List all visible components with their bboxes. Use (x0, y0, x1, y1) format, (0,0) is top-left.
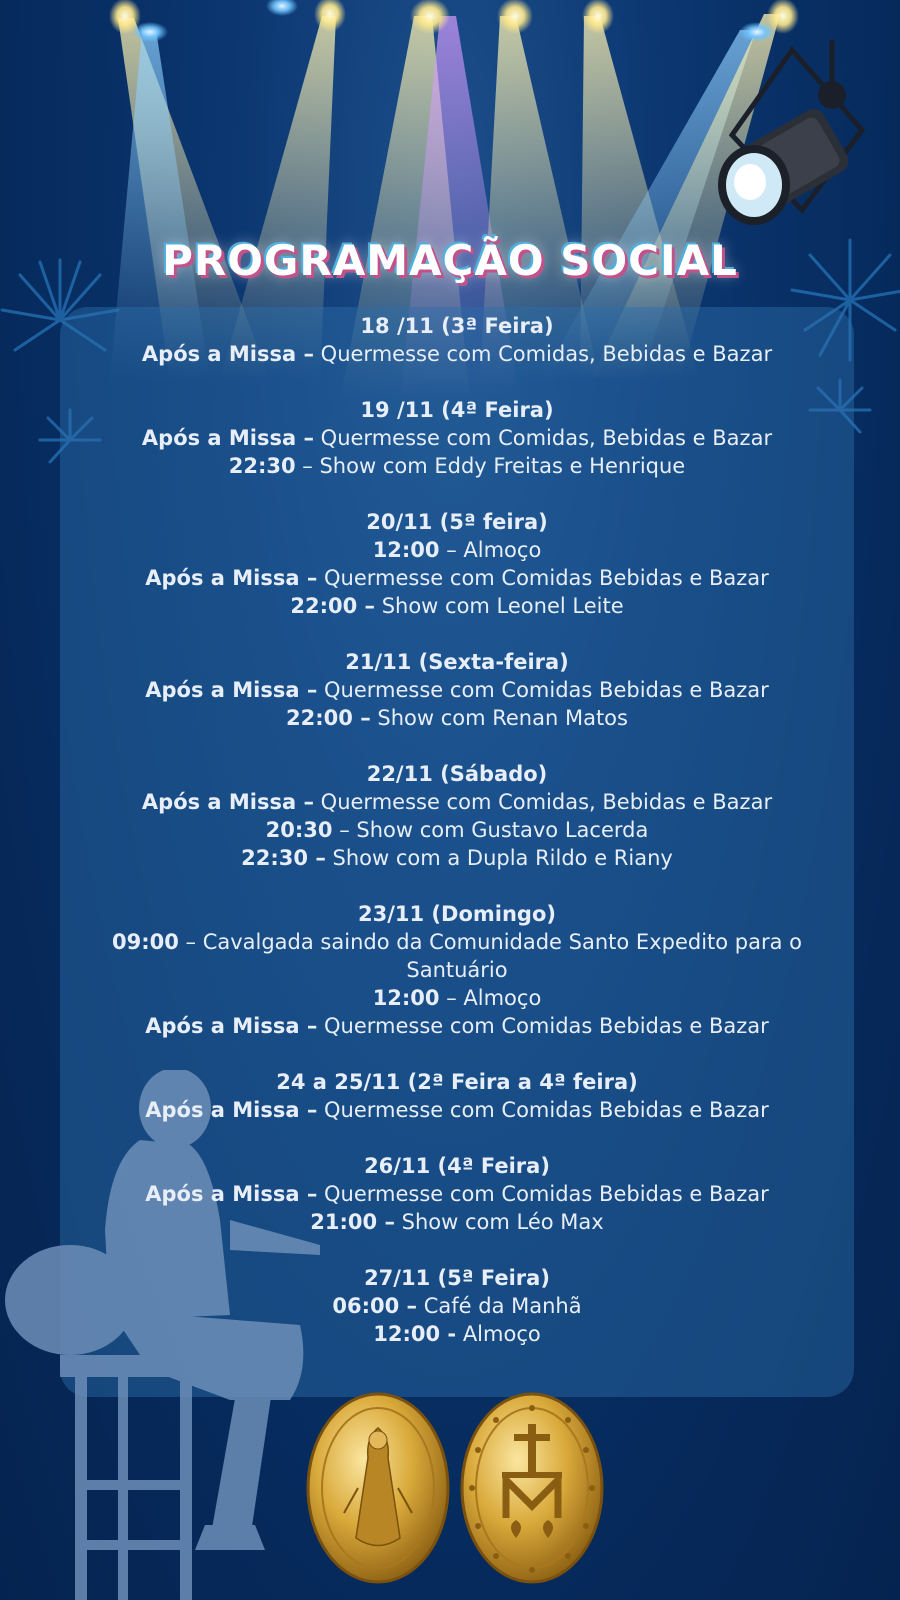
schedule-item-text: Quermesse com Comidas Bebidas e Bazar (317, 566, 769, 590)
schedule-item-text: – Almoço (439, 538, 542, 562)
schedule-item (72, 704, 842, 732)
schedule-item (72, 844, 842, 872)
schedule-item-text: – Show com Gustavo Lacerda (332, 818, 649, 842)
spotlight-icon (712, 40, 882, 240)
schedule-item (72, 1180, 842, 1208)
schedule-day-date: 27/11 (5ª Feira) (364, 1266, 550, 1290)
schedule-item-time: 22:30 (228, 454, 296, 478)
schedule-item-time: Após a Missa – (145, 1098, 318, 1122)
schedule-day (72, 508, 842, 620)
miraculous-medals (306, 1388, 606, 1588)
schedule-item (72, 1292, 842, 1320)
schedule-item (72, 1208, 842, 1236)
schedule-item-time: Após a Missa – (141, 342, 314, 366)
schedule-item-text: – Almoço (439, 986, 542, 1010)
schedule-item (72, 984, 842, 1012)
schedule-item-time: 22:30 – (241, 846, 326, 870)
schedule-item-time: 20:30 (265, 818, 333, 842)
schedule-day (72, 1264, 842, 1348)
schedule-day (72, 648, 842, 732)
schedule-item-text: – Show com Eddy Freitas e Henrique (295, 454, 686, 478)
schedule-item (72, 452, 842, 480)
schedule-item-text: Show com Léo Max (394, 1210, 604, 1234)
schedule-day (72, 900, 842, 1040)
schedule-day (72, 312, 842, 368)
schedule-item (72, 536, 842, 564)
schedule-item (72, 788, 842, 816)
schedule-item-time: 22:00 – (286, 706, 371, 730)
schedule-item (72, 1012, 842, 1040)
schedule-item (72, 1320, 842, 1348)
schedule-day-date: 24 a 25/11 (2ª Feira a 4ª feira) (276, 1070, 638, 1094)
schedule-item (72, 928, 842, 984)
schedule-item-text: Quermesse com Comidas Bebidas e Bazar (317, 1098, 769, 1122)
schedule-list (72, 312, 842, 1376)
schedule-day-date: 26/11 (4ª Feira) (364, 1154, 550, 1178)
schedule-day (72, 396, 842, 480)
schedule-item-time: Após a Missa – (141, 790, 314, 814)
schedule-item (72, 340, 842, 368)
miraculous-medal-front-icon (308, 1394, 448, 1582)
schedule-day (72, 1068, 842, 1124)
schedule-day-date: 21/11 (Sexta-feira) (345, 650, 569, 674)
schedule-item-text: Quermesse com Comidas, Bebidas e Bazar (314, 426, 773, 450)
schedule-item-time: Após a Missa – (141, 426, 314, 450)
schedule-item (72, 1096, 842, 1124)
schedule-item (72, 676, 842, 704)
schedule-item-time: 12:00 (372, 986, 440, 1010)
schedule-item-time: 22:00 – (290, 594, 376, 618)
page-title: PROGRAMAÇÃO SOCIAL (162, 236, 738, 285)
schedule-day (72, 1152, 842, 1236)
schedule-item-text: Café da Manhã (417, 1294, 582, 1318)
schedule-item-text: Almoço (456, 1322, 541, 1346)
schedule-item-text: Quermesse com Comidas Bebidas e Bazar (317, 1182, 769, 1206)
schedule-item-time: 12:00 (372, 538, 440, 562)
schedule-item-text: Quermesse com Comidas Bebidas e Bazar (317, 1014, 769, 1038)
schedule-item-time: Após a Missa – (145, 566, 318, 590)
schedule-day-date: 18 /11 (3ª Feira) (360, 314, 554, 338)
schedule-item-text: Quermesse com Comidas, Bebidas e Bazar (314, 790, 773, 814)
schedule-item-time: 21:00 – (310, 1210, 395, 1234)
schedule-item-time: 09:00 (111, 930, 179, 954)
miraculous-medal-back-icon (462, 1394, 602, 1582)
schedule-item-time: 12:00 - (373, 1322, 457, 1346)
schedule-item (72, 816, 842, 844)
schedule-day (72, 760, 842, 872)
schedule-item-time: Após a Missa – (145, 1014, 318, 1038)
schedule-item-time: Após a Missa – (145, 678, 318, 702)
schedule-item-text: Show com Renan Matos (370, 706, 628, 730)
schedule-item-text: Quermesse com Comidas Bebidas e Bazar (317, 678, 769, 702)
schedule-item-text: Show com a Dupla Rildo e Riany (325, 846, 673, 870)
schedule-item-text: Quermesse com Comidas, Bebidas e Bazar (314, 342, 773, 366)
schedule-day-date: 20/11 (5ª feira) (366, 510, 548, 534)
schedule-item-text: Show com Leonel Leite (375, 594, 624, 618)
schedule-day-date: 22/11 (Sábado) (366, 762, 548, 786)
schedule-item (72, 564, 842, 592)
schedule-day-date: 23/11 (Domingo) (358, 902, 556, 926)
schedule-item-time: Após a Missa – (145, 1182, 318, 1206)
schedule-item (72, 424, 842, 452)
schedule-day-date: 19 /11 (4ª Feira) (360, 398, 554, 422)
schedule-item (72, 592, 842, 620)
schedule-item-time: 06:00 – (332, 1294, 418, 1318)
schedule-item-text: – Cavalgada saindo da Comunidade Santo Expedito para o Santuário (178, 930, 803, 982)
